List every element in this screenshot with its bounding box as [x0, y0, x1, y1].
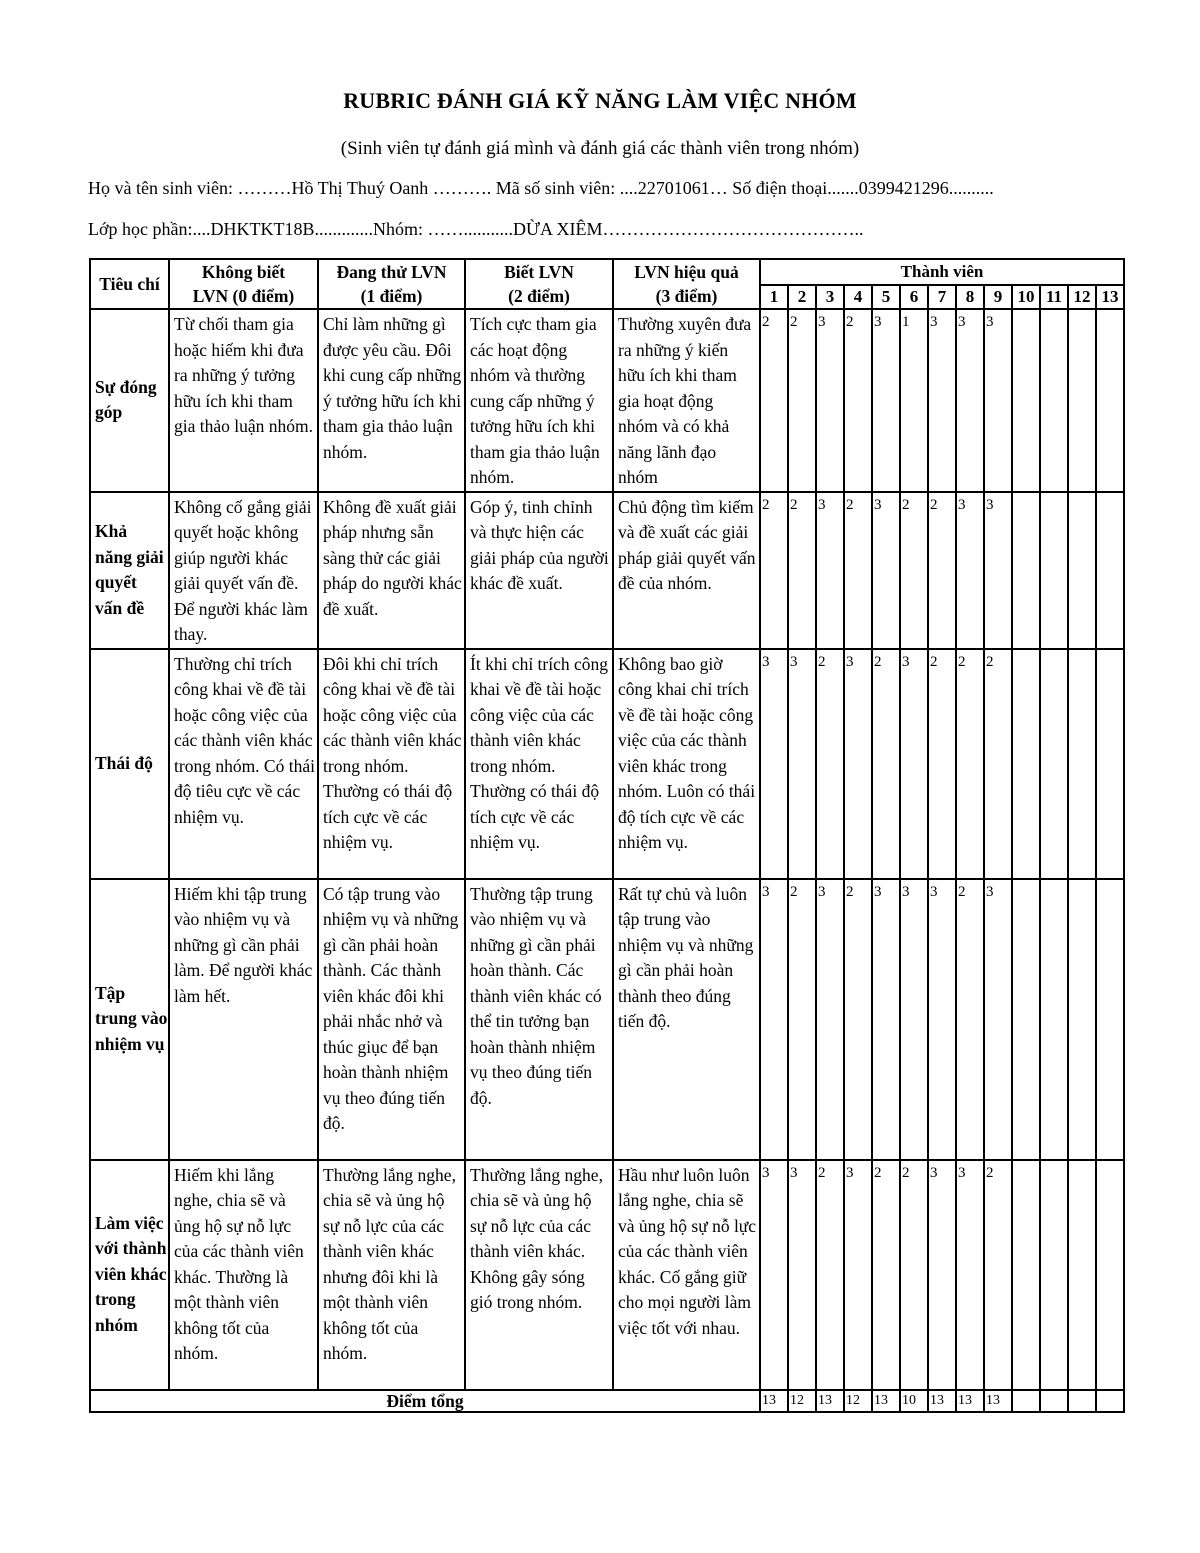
member-total-cell	[1012, 1390, 1040, 1412]
member-total-cell: 13	[816, 1390, 844, 1412]
member-total-cell: 10	[900, 1390, 928, 1412]
member-score-cell: 2	[984, 1160, 1012, 1390]
level-2-header: Biết LVN (2 điểm)	[465, 259, 613, 309]
member-score-cell: 3	[984, 309, 1012, 492]
member-score-cell	[1068, 649, 1096, 879]
level-3-description: Hầu như luôn luôn lắng nghe, chia sẽ và ủng hộ sự nỗ lực của các thành viên khác. Cố gắng giữ cho mọi người làm việc tốt với nhau.	[613, 1160, 760, 1390]
member-score-cell	[1012, 492, 1040, 649]
member-total-cell	[1096, 1390, 1124, 1412]
criterion-label: Tập trung vào nhiệm vụ	[90, 879, 169, 1160]
member-total-cell: 12	[788, 1390, 816, 1412]
member-number-header: 7	[928, 285, 956, 309]
class-info-line: Lớp học phần:....DHKTKT18B.............Nhóm: ……...........DỪA XIÊM……………………………………..	[88, 219, 864, 239]
level-0-description: Không cố gắng giải quyết hoặc không giúp người khác giải quyết vấn đề. Để người khác làm thay.	[169, 492, 318, 649]
rubric-row	[90, 879, 1124, 1160]
member-score-cell: 2	[956, 649, 984, 879]
level-2-description: Ít khi chỉ trích công khai về đề tài hoặc công việc của các thành viên khác trong nhóm. Thường có thái độ tích cực về các nhiệm vụ.	[465, 649, 613, 879]
member-score-cell: 2	[872, 649, 900, 879]
members-header: Thành viên	[760, 259, 1124, 285]
member-score-cell	[1012, 1160, 1040, 1390]
member-score-cell	[1040, 649, 1068, 879]
level-1-description: Đôi khi chỉ trích công khai về đề tài hoặc công việc của các thành viên khác trong nhóm. Thường có thái độ tích cực về các nhiệm vụ.	[318, 649, 465, 879]
page-title: RUBRIC ĐÁNH GIÁ KỸ NĂNG LÀM VIỆC NHÓM	[343, 88, 857, 113]
member-number-header: 5	[872, 285, 900, 309]
member-score-cell: 2	[788, 492, 816, 649]
member-score-cell: 2	[984, 649, 1012, 879]
member-score-cell: 2	[900, 492, 928, 649]
member-score-cell	[1012, 879, 1040, 1160]
member-total-cell: 13	[760, 1390, 788, 1412]
member-number-header: 10	[1012, 285, 1040, 309]
criterion-label: Khả năng giải quyết vấn đề	[90, 492, 169, 649]
member-total-cell: 13	[928, 1390, 956, 1412]
member-score-cell	[1096, 649, 1124, 879]
member-score-cell: 3	[984, 492, 1012, 649]
member-score-cell: 2	[816, 1160, 844, 1390]
member-number-header: 6	[900, 285, 928, 309]
level-2-description: Thường lắng nghe, chia sẽ và ủng hộ sự nỗ lực của các thành viên khác. Không gây sóng gió trong nhóm.	[465, 1160, 613, 1390]
level-2-description: Góp ý, tinh chỉnh và thực hiện các giải pháp của người khác đề xuất.	[465, 492, 613, 649]
member-score-cell: 3	[816, 309, 844, 492]
level-3-description: Thường xuyên đưa ra những ý kiến hữu ích khi tham gia hoạt động nhóm và có khả năng lãnh đạo nhóm	[613, 309, 760, 492]
member-score-cell: 3	[872, 492, 900, 649]
member-score-cell: 3	[760, 649, 788, 879]
level-1-description: Có tập trung vào nhiệm vụ và những gì cần phải hoàn thành. Các thành viên khác đôi khi phải nhắc nhở và thúc giục để bạn hoàn thành nhiệm vụ theo đúng tiến độ.	[318, 879, 465, 1160]
criteria-column-header: Tiêu chí	[90, 259, 169, 309]
member-score-cell	[1068, 879, 1096, 1160]
member-total-cell: 12	[844, 1390, 872, 1412]
member-score-cell	[1012, 649, 1040, 879]
member-score-cell: 3	[872, 879, 900, 1160]
member-score-cell: 3	[928, 309, 956, 492]
member-number-header: 2	[788, 285, 816, 309]
member-score-cell: 3	[844, 649, 872, 879]
level-0-description: Từ chối tham gia hoặc hiếm khi đưa ra những ý tưởng hữu ích khi tham gia thảo luận nhóm.	[169, 309, 318, 492]
page-subtitle: (Sinh viên tự đánh giá mình và đánh giá các thành viên trong nhóm)	[340, 138, 860, 159]
member-number-header: 8	[956, 285, 984, 309]
member-score-cell	[1040, 492, 1068, 649]
level-1-header: Đang thử LVN (1 điểm)	[318, 259, 465, 309]
level-1-description: Thường lắng nghe, chia sẽ và ủng hộ sự nỗ lực của các thành viên khác nhưng đôi khi là một thành viên không tốt của nhóm.	[318, 1160, 465, 1390]
member-score-cell: 3	[956, 1160, 984, 1390]
total-label: Điểm tổng	[90, 1390, 760, 1412]
member-score-cell: 3	[956, 492, 984, 649]
level-0-header: Không biết LVN (0 điểm)	[169, 259, 318, 309]
member-score-cell: 3	[788, 1160, 816, 1390]
level-2-description: Tích cực tham gia các hoạt động nhóm và thường cung cấp những ý tưởng hữu ích khi tham gia thảo luận nhóm.	[465, 309, 613, 492]
member-score-cell	[1040, 879, 1068, 1160]
member-number-header: 1	[760, 285, 788, 309]
total-row	[90, 1390, 1124, 1412]
rubric-row	[90, 1160, 1124, 1390]
member-score-cell	[1012, 309, 1040, 492]
level-0-description: Hiếm khi lắng nghe, chia sẽ và ủng hộ sự nỗ lực của các thành viên khác. Thường là một thành viên không tốt của nhóm.	[169, 1160, 318, 1390]
level-3-description: Không bao giờ công khai chỉ trích về đề tài hoặc công việc của các thành viên khác trong nhóm. Luôn có thái độ tích cực về các nhiệm vụ.	[613, 649, 760, 879]
member-total-cell: 13	[956, 1390, 984, 1412]
member-score-cell: 2	[844, 879, 872, 1160]
member-total-cell: 13	[984, 1390, 1012, 1412]
criterion-label: Làm việc với thành viên khác trong nhóm	[90, 1160, 169, 1390]
level-2-description: Thường tập trung vào nhiệm vụ và những gì cần phải hoàn thành. Các thành viên khác có thể tin tưởng bạn hoàn thành nhiệm vụ theo đúng tiến độ.	[465, 879, 613, 1160]
level-3-description: Chủ động tìm kiếm và đề xuất các giải pháp giải quyết vấn đề của nhóm.	[613, 492, 760, 649]
member-score-cell: 2	[760, 309, 788, 492]
member-score-cell: 2	[816, 649, 844, 879]
member-score-cell: 2	[900, 1160, 928, 1390]
member-score-cell	[1040, 309, 1068, 492]
member-number-header: 13	[1096, 285, 1124, 309]
student-info-line: Họ và tên sinh viên: ………Hồ Thị Thuý Oanh ………. Mã số sinh viên: ....22701061… Số điện thoại.......0399421296..........	[88, 178, 994, 198]
member-score-cell: 3	[900, 649, 928, 879]
member-score-cell	[1040, 1160, 1068, 1390]
member-number-header: 11	[1040, 285, 1068, 309]
member-score-cell	[1096, 309, 1124, 492]
member-score-cell: 3	[788, 649, 816, 879]
member-score-cell: 3	[760, 879, 788, 1160]
member-score-cell: 3	[816, 879, 844, 1160]
member-total-cell	[1068, 1390, 1096, 1412]
member-number-header: 4	[844, 285, 872, 309]
member-score-cell: 2	[928, 649, 956, 879]
member-score-cell: 3	[900, 879, 928, 1160]
member-score-cell: 2	[844, 492, 872, 649]
member-score-cell: 3	[872, 309, 900, 492]
member-number-header: 12	[1068, 285, 1096, 309]
member-score-cell: 2	[760, 492, 788, 649]
member-score-cell	[1068, 1160, 1096, 1390]
member-score-cell: 3	[844, 1160, 872, 1390]
rubric-table	[89, 258, 1125, 1413]
member-score-cell: 3	[956, 309, 984, 492]
rubric-row	[90, 649, 1124, 879]
member-score-cell: 3	[928, 879, 956, 1160]
member-score-cell: 2	[788, 309, 816, 492]
member-score-cell	[1068, 492, 1096, 649]
level-3-description: Rất tự chủ và luôn tập trung vào nhiệm vụ và những gì cần phải hoàn thành theo đúng tiến độ.	[613, 879, 760, 1160]
rubric-row	[90, 492, 1124, 649]
member-number-header: 3	[816, 285, 844, 309]
member-score-cell: 2	[788, 879, 816, 1160]
member-score-cell: 3	[984, 879, 1012, 1160]
level-0-description: Hiếm khi tập trung vào nhiệm vụ và những gì cần phải làm. Để người khác làm hết.	[169, 879, 318, 1160]
level-1-description: Chỉ làm những gì được yêu cầu. Đôi khi cung cấp những ý tưởng hữu ích khi tham gia thảo luận nhóm.	[318, 309, 465, 492]
member-total-cell: 13	[872, 1390, 900, 1412]
member-score-cell	[1096, 879, 1124, 1160]
member-score-cell: 2	[928, 492, 956, 649]
member-score-cell: 2	[872, 1160, 900, 1390]
member-score-cell: 2	[956, 879, 984, 1160]
member-total-cell	[1040, 1390, 1068, 1412]
criterion-label: Thái độ	[90, 649, 169, 879]
level-3-header: LVN hiệu quả (3 điểm)	[613, 259, 760, 309]
member-score-cell: 1	[900, 309, 928, 492]
criterion-label: Sự đóng góp	[90, 309, 169, 492]
member-score-cell: 3	[816, 492, 844, 649]
level-0-description: Thường chỉ trích công khai về đề tài hoặc công việc của các thành viên khác trong nhóm. Có thái độ tiêu cực về các nhiệm vụ.	[169, 649, 318, 879]
member-number-header: 9	[984, 285, 1012, 309]
member-score-cell: 3	[928, 1160, 956, 1390]
member-score-cell	[1068, 309, 1096, 492]
member-score-cell: 3	[760, 1160, 788, 1390]
level-1-description: Không đề xuất giải pháp nhưng sẵn sàng thử các giải pháp do người khác đề xuất.	[318, 492, 465, 649]
member-score-cell	[1096, 1160, 1124, 1390]
member-score-cell: 2	[844, 309, 872, 492]
member-score-cell	[1096, 492, 1124, 649]
rubric-row	[90, 309, 1124, 492]
